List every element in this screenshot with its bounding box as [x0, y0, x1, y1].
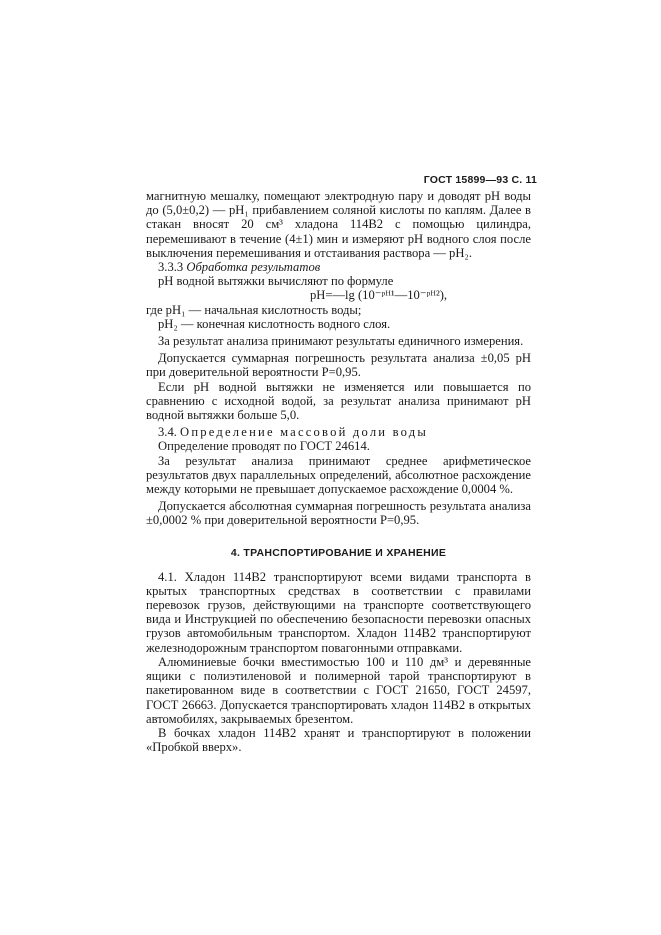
paragraph-formula-intro: pH водной вытяжки вычисляют по формуле	[158, 274, 394, 289]
section-4-heading: 4. ТРАНСПОРТИРОВАНИЕ И ХРАНЕНИЕ	[230, 546, 447, 559]
page-header: ГОСТ 15899—93 С. 11	[423, 174, 537, 186]
document-body	[146, 189, 531, 754]
section-number: 3.4.	[158, 425, 181, 440]
paragraph-abs-error: Допускается абсолютная суммарная погрешность результата анализа ±0,0002 % при доверительной вероятности P=0,95.	[146, 499, 531, 528]
paragraph-ph-change: Если pH водной вытяжки не изменяется или повышается по сравнению с исходной водой, за результат анализа принимают pH водной вытяжки больше 5,0.	[146, 379, 531, 423]
section-3-4-heading	[146, 425, 531, 439]
section-title: Определение массовой доли воды	[180, 425, 429, 440]
section-title: Обработка результатов	[186, 260, 321, 275]
paragraph-storage: В бочках хладон 114В2 хранят и транспортируют в положении «Пробкой вверх».	[146, 725, 531, 755]
paragraph-ph2: pH₂ — конечная кислотность водного слоя.	[158, 316, 391, 331]
paragraph-where-ph1: где pH₁ — начальная кислотность воды;	[146, 302, 362, 317]
section-number: 3.3.3	[158, 260, 187, 275]
paragraph-procedure: магнитную мешалку, помещают электродную пару и доводят pH воды до (5,0±0,2) — pH₁ прибавлением соляной кислоты по каплям. Далее в стакан вносят 20 см³ хладона 114В2 с помощью цилиндра, перемешивают в течение (4±1) мин и измеряют pH водного слоя после выключения перемешивания и отстаивания раствора — pH₂.	[146, 189, 531, 260]
paragraph-error: Допускается суммарная погрешность результата анализа ±0,05 pH при доверительной вероятности P=0,95.	[146, 351, 531, 380]
section-3-3-3-heading	[146, 260, 531, 274]
formula: pH=—lg (10⁻ᵖᴴ¹—10⁻ᵖᴴ²),	[309, 288, 448, 303]
paragraph-result: За результат анализа принимают результаты единичного измерения.	[158, 334, 524, 349]
paragraph-average: За результат анализа принимают среднее арифметическое результатов двух параллельных определений, абсолютное расхождение между которыми не превышает допускаемое расхождение 0,0004 %.	[146, 453, 531, 497]
paragraph-containers: Алюминиевые бочки вместимостью 100 и 110 дм³ и деревянные ящики с полиэтиленовой и полимерной тарой транспортируют в пакетированном виде в соответствии с ГОСТ 21650, ГОСТ 24597, ГОСТ 26663. Допускается транспортировать хладон 114В2 в открытых автомобилях, закрываемых брезентом.	[146, 654, 531, 726]
paragraph-4-1: 4.1. Хладон 114В2 транспортируют всеми видами транспорта в крытых транспортных средствах в соответствии с правилами перевозок грузов, действующими на транспорте соответствующего вида и Инструкцией по обеспечению безопасности перевозки опасных грузов автомобильным транспортом. Хладон 114В2 транспортируют железнодорожным транспортом повагонными отправками.	[146, 569, 531, 655]
paragraph-gost-24614: Определение проводят по ГОСТ 24614.	[158, 439, 370, 454]
